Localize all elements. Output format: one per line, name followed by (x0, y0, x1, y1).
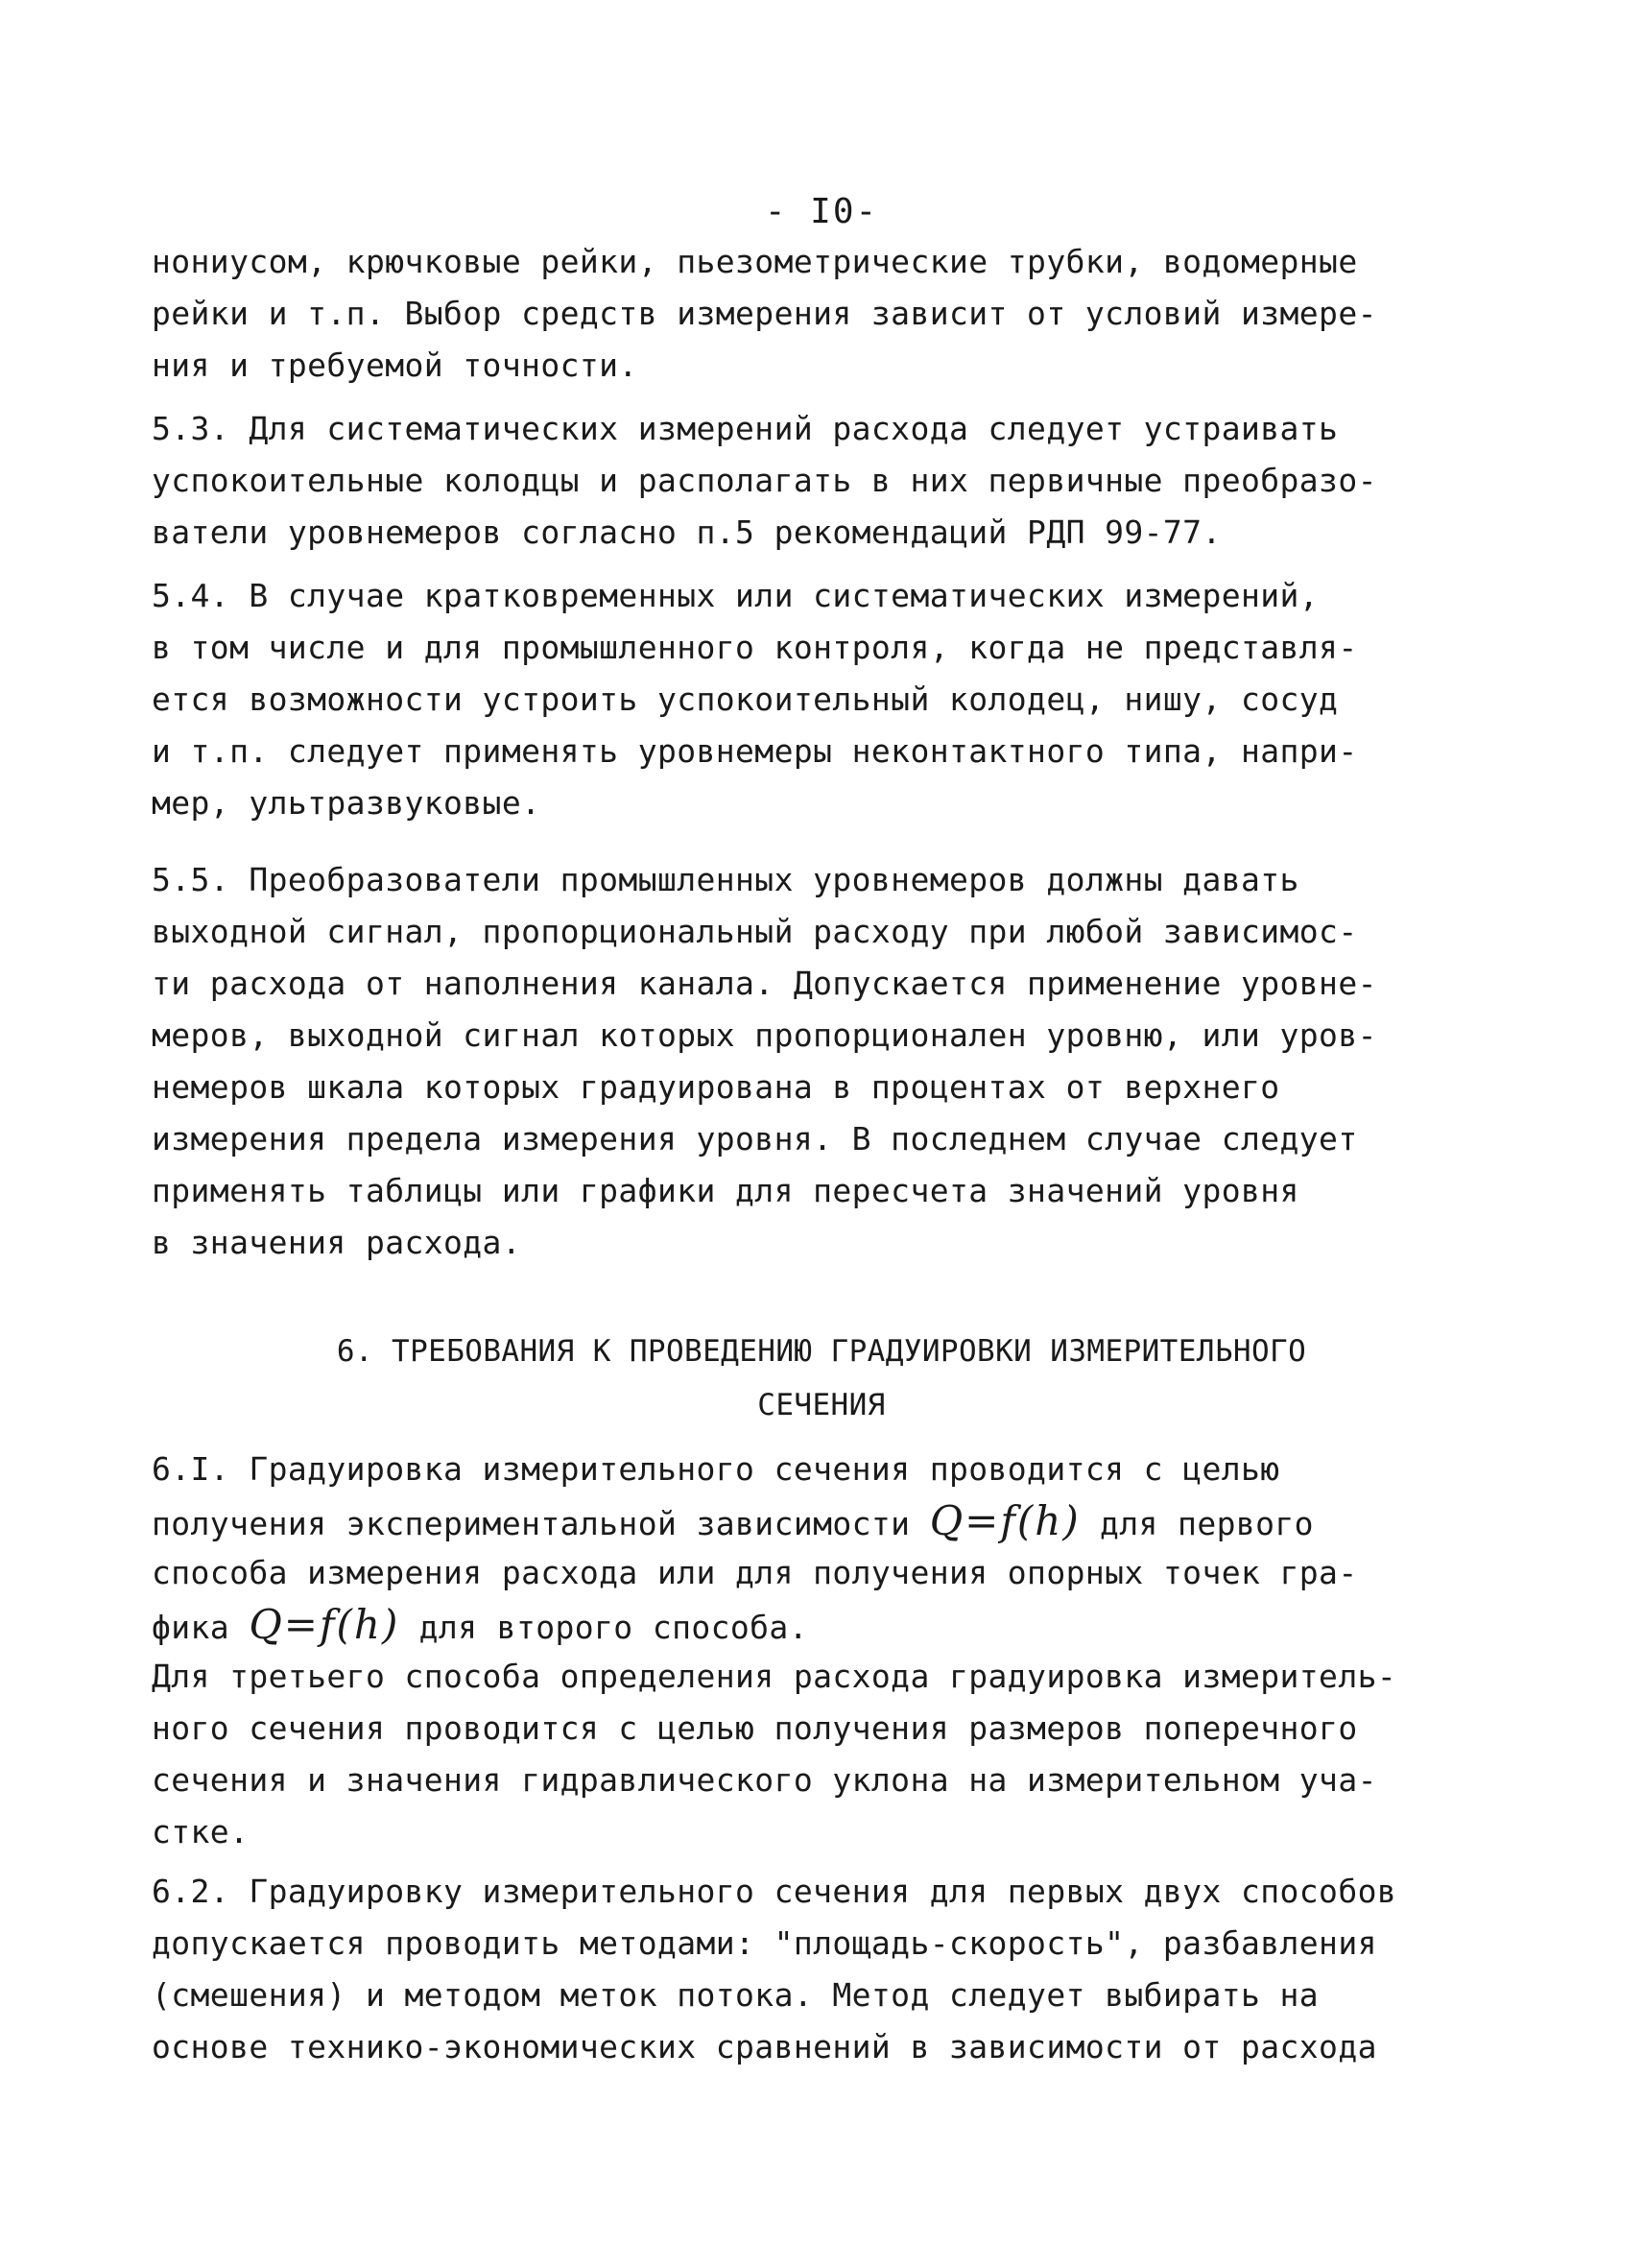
text-line: ния и требуемой точности. (152, 346, 638, 384)
section-title-line: 6. ТРЕБОВАНИЯ К ПРОВЕДЕНИЮ ГРАДУИРОВКИ ИЗМЕРИТЕЛЬНОГО (336, 1334, 1307, 1369)
paragraph-intro (152, 236, 1534, 392)
paragraph-5-3 (152, 403, 1534, 559)
text-line: (смешения) и методом меток потока. Метод следует выбирать на (152, 1976, 1320, 2014)
text-line: нониусом, крючковые рейки, пьезометрические трубки, водомерные (152, 243, 1358, 280)
text-line: и т.п. следует применять уровнемеры неконтактного типа, напри- (152, 732, 1358, 770)
text-line: стке. (152, 1813, 250, 1850)
text-fragment: для второго способа. (399, 1609, 808, 1646)
text-line: основе технико-экономических сравнений в зависимости от расхода (152, 2028, 1377, 2065)
text-line: 5.3. Для систематических измерений расхода следует устраивать (152, 410, 1339, 447)
text-line: измерения предела измерения уровня. В последнем случае следует (152, 1120, 1358, 1158)
text-fragment: получения экспериментальной зависимости (152, 1505, 930, 1542)
text-line (152, 1599, 1534, 1651)
page-number: - I0- (764, 192, 879, 231)
text-line: выходной сигнал, пропорциональный расходу при любой зависимос- (152, 913, 1358, 950)
text-line: сечения и значения гидравлического уклона на измерительном уча- (152, 1761, 1377, 1799)
text-fragment: фика (152, 1609, 250, 1646)
text-line: 6.2. Градуировку измерительного сечения для первых двух способов (152, 1873, 1397, 1910)
paragraph-5-5 (152, 854, 1534, 1269)
paragraph-6-2 (152, 1866, 1534, 2073)
text-line: 5.5. Преобразователи промышленных уровнемеров должны давать (152, 861, 1299, 898)
section-6-heading (0, 1325, 1643, 1432)
text-line: допускается проводить методами: "площадь-скорость", разбавления (152, 1924, 1377, 1962)
text-line: ти расхода от наполнения канала. Допускается применение уровне- (152, 965, 1377, 1002)
text-line: 6.I. Градуировка измерительного сечения проводится с целью (152, 1450, 1280, 1488)
text-line (152, 1495, 1534, 1547)
text-line: мер, ультразвуковые. (152, 784, 541, 822)
text-line: 5.4. В случае кратковременных или систематических измерений, (152, 577, 1320, 614)
text-line: ется возможности устроить успокоительный колодец, нишу, сосуд (152, 680, 1339, 718)
paragraph-6-1 (152, 1444, 1534, 1858)
formula-q-fh: Q=f(h) (249, 1601, 400, 1648)
formula-q-fh: Q=f(h) (929, 1497, 1081, 1544)
text-line: успокоительные колодцы и располагать в них первичные преобразо- (152, 462, 1377, 499)
text-line: применять таблицы или графики для пересчета значений уровня (152, 1172, 1299, 1209)
paragraph-5-4 (152, 570, 1534, 829)
text-line: Для третьего способа определения расхода градуировка измеритель- (152, 1658, 1397, 1695)
text-line: немеров шкала которых градуирована в процентах от верхнего (152, 1068, 1280, 1106)
section-title-line: СЕЧЕНИЯ (757, 1388, 886, 1422)
text-fragment: для первого (1080, 1505, 1314, 1542)
text-line: ватели уровнемеров согласно п.5 рекомендаций РДП 99-77. (152, 513, 1222, 551)
text-line: меров, выходной сигнал которых пропорционален уровню, или уров- (152, 1016, 1377, 1054)
text-line: ного сечения проводится с целью получения размеров поперечного (152, 1709, 1358, 1747)
text-line: способа измерения расхода или для получения опорных точек гра- (152, 1554, 1358, 1591)
text-line: в том числе и для промышленного контроля, когда не представля- (152, 629, 1358, 666)
text-line: в значения расхода. (152, 1224, 522, 1261)
text-line: рейки и т.п. Выбор средств измерения зависит от условий измере- (152, 295, 1377, 332)
